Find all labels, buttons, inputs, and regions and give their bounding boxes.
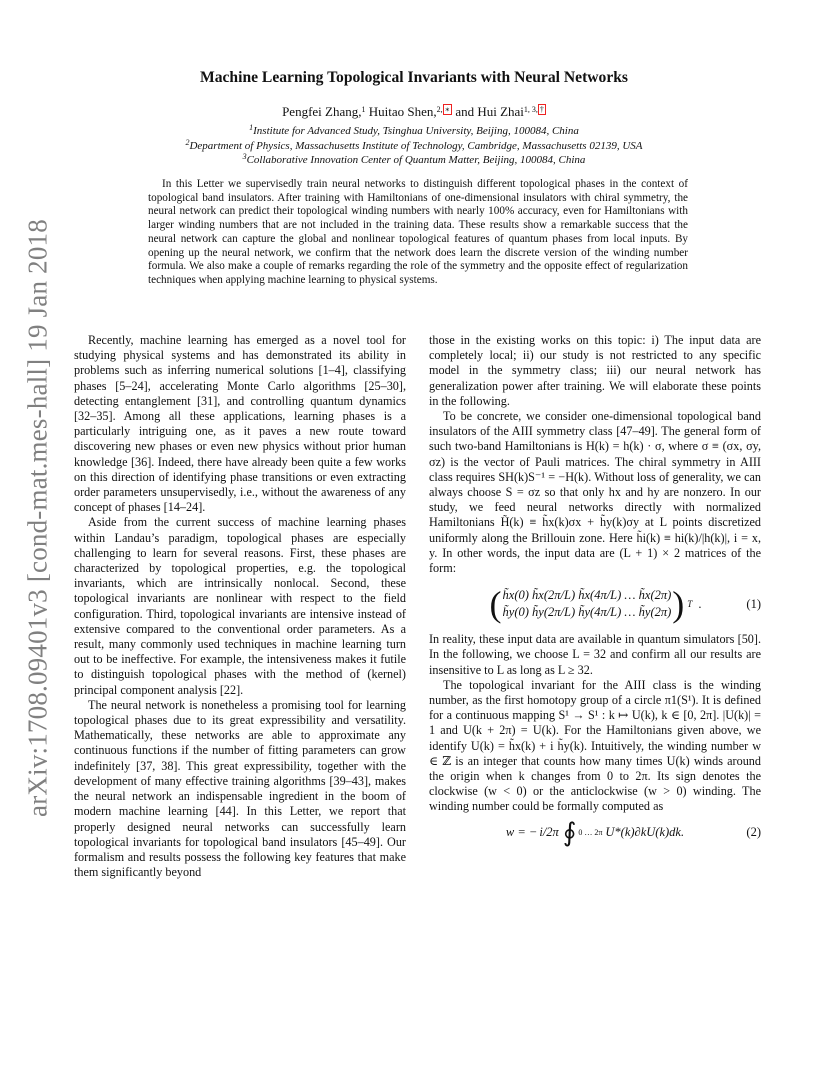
author-2-affil <box>437 104 452 115</box>
author-2-affil-num: 2, <box>436 105 443 114</box>
equation-2-fraction: i/2π <box>539 824 559 839</box>
author-2-footnote-link[interactable]: ∗ <box>444 105 451 114</box>
equation-2 <box>429 817 761 847</box>
author-1-affil: 1 <box>361 105 366 114</box>
paragraph-model: To be concrete, we consider one-dimensional topological band insulators of the AIII symmetry class [47–49]. The general form of such two-band Hamiltonians is H(k) = h(k) · σ, where σ ≡ (σx, σy, σz) is the vector of Pauli matrices. The chiral symmetry in AIII class requires SH(k)S⁻¹ = −H(k). Without loss of generality, we can always choose S = σz so that only hx and hy are nonzero. In our study, we feed neural networks directly with normalized Hamiltonians H̃(k) ≡ h̃x(k)σx + h̃y(k)σy at L points discretized uniformly along the Brillouin zone. Here h̃i(k) ≡ hi(k)/|h(k)|, i = x, y. In other words, the input data are (L + 1) × 2 matrices of the form: <box>429 409 761 576</box>
arxiv-stamp-text: arXiv:1708.09401v3 [cond-mat.mes-hall] 19 Jan 2018 <box>22 219 53 817</box>
author-2: Huitao Shen, <box>368 104 437 119</box>
input-matrix <box>503 587 672 621</box>
matrix-row-y: h̃y(0) h̃y(2π/L) h̃y(4π/L) … h̃y(2π) <box>502 605 672 620</box>
paragraph-winding: The topological invariant for the AIII class is the winding number, as the first homotopy group of a circle π1(S¹). It is defined for a continuous mapping S¹ → S¹ : k ↦ U(k), k ∈ [0, 2π]. |U(k)| = 1 and U(k + 2π) = U(k). For the Hamiltonians given above, we identify U(k) = h̃x(k) + i h̃y(k). Intuitively, the winding number w ∈ ℤ is an integer that counts how many times U(k) winds around the origin when k changes from 0 to 2π. Its sign denotes the clockwise (w < 0) or the anticlockwise (w > 0) winding. The winding number could be formally computed as <box>429 677 761 814</box>
author-3-footnote-link[interactable]: † <box>539 105 544 114</box>
author-3-affil <box>524 104 546 115</box>
transpose-mark: T <box>687 598 693 609</box>
matrix-row-x: h̃x(0) h̃x(2π/L) h̃x(4π/L) … h̃x(2π) <box>502 588 672 603</box>
equation-1-number: (1) <box>746 596 761 611</box>
paragraph-simulators: In reality, these input data are available in quantum simulators [50]. In the following, we choose L = 32 and confirm all our results are insensitive to L as long as L ≥ 32. <box>429 632 761 677</box>
paper-title: Machine Learning Topological Invariants with Neural Networks <box>200 69 628 86</box>
equation-2-integrand: U*(k)∂kU(k)dk. <box>605 824 685 839</box>
equation-1-period: . <box>698 596 702 611</box>
paragraph-challenges: Aside from the current success of machine learning phases within Landau’s paradigm, topological phases are especially challenging to learn for several reasons. First, these phases are characterized by topological properties, e.g. the topological invariants, which are intrinsically nonlocal. Second, these topological invariants are nonlinear with respect to the field configuration. Third, topological invariants are intensive instead of extensive compared to the conventional order parameters. As a result, many commonly used techniques in machine learning turn out to be ineffective. For example, the intensiveness makes it futile to distinguish topological phases with the method of (kernel) principal component analysis [22]. <box>74 515 406 697</box>
affiliation-1: $^1$Institute for Advanced Study, Tsinghua University, Beijing, 100084, China <box>249 123 579 137</box>
paragraph-neural-network: The neural network is nonetheless a promising tool for learning topological phases due to its great expressibility and versatility. Mathematically, these networks are able to approximate any continuous functions if the number of fitting parameters can grow indefinitely [37, 38]. This great expressibility, together with the development of many effective training algorithms [39–43], makes the neural network an indispensable ingredient in the boom of modern machine learning [44]. In this Letter, we report that properly designed neural networks can successfully learn topological invariants for topological band insulators [45–49]. Our formalism and results possess the following key features that make them significantly beyond <box>74 697 406 880</box>
author-line <box>0 104 828 120</box>
author-3: and Hui Zhai <box>455 104 524 119</box>
equation-2-lhs: w = − <box>505 824 538 839</box>
abstract: In this Letter we supervisedly train neural networks to distinguish different topological phases in the context of topological band insulators. After training with Hamiltonians of one-dimensional insulators with chiral symmetry, the neural network can predict their topological winding numbers with nearly 100% accuracy, even for Hamiltonians with larger winding numbers that are not included in the training data. These results show a remarkable success that the neural network can capture the global and nonlinear topological features of quantum phases from local inputs. By opening up the neural network, we confirm that the network does learn the discrete version of the winding number formula. We also make a couple of remarks regarding the role of the symmetry and the opposite effect of regularization techniques when applying machine learning to physical systems. <box>148 178 688 286</box>
paragraph-continuation: those in the existing works on this topic: i) The input data are completely local; ii) our study is not restricted to any specific model in the symmetry class; iii) our neural network has generalization power after training. We will elaborate these points in the following. <box>429 333 761 408</box>
arxiv-stamp <box>18 219 58 817</box>
right-paren: ) <box>672 584 685 625</box>
left-paren: ( <box>489 584 502 625</box>
author-1: Pengfei Zhang, <box>282 104 362 119</box>
right-column <box>429 333 761 850</box>
equation-2-number: (2) <box>746 824 761 839</box>
paragraph-intro: Recently, machine learning has emerged as a novel tool for studying physical systems and has demonstrated its ability in problems such as inferring numerical solutions [1–4], classifying phases [5–24], accelerating Monte Carlo algorithms [25–30], detecting entanglement [31], and controlling quantum dynamics [32–35]. Among all these applications, learning phases is a particularly intriguing one, as it paves a new route toward discovering new phases or even new physics without prior human knowledge [36]. Indeed, there have already been quite a few works on this direction of identifying phase transitions or even extracting order parameters unsupervisedly, i.e., without the awareness of any concept of phases [14–24]. <box>74 333 406 515</box>
integral-limits: 0 … 2π <box>578 827 603 837</box>
contour-integral-sign: ∮ <box>562 817 577 847</box>
left-column <box>74 333 406 880</box>
author-3-affil-num: 1, 3, <box>523 105 538 114</box>
affiliation-3: $^3$Collaborative Innovation Center of Quantum Matter, Beijing, 100084, China <box>242 152 586 166</box>
affiliations <box>0 124 828 168</box>
affiliation-2: $^2$Department of Physics, Massachusetts Institute of Technology, Cambridge, Massachusetts 02139, USA <box>185 137 643 152</box>
equation-1 <box>429 584 761 625</box>
